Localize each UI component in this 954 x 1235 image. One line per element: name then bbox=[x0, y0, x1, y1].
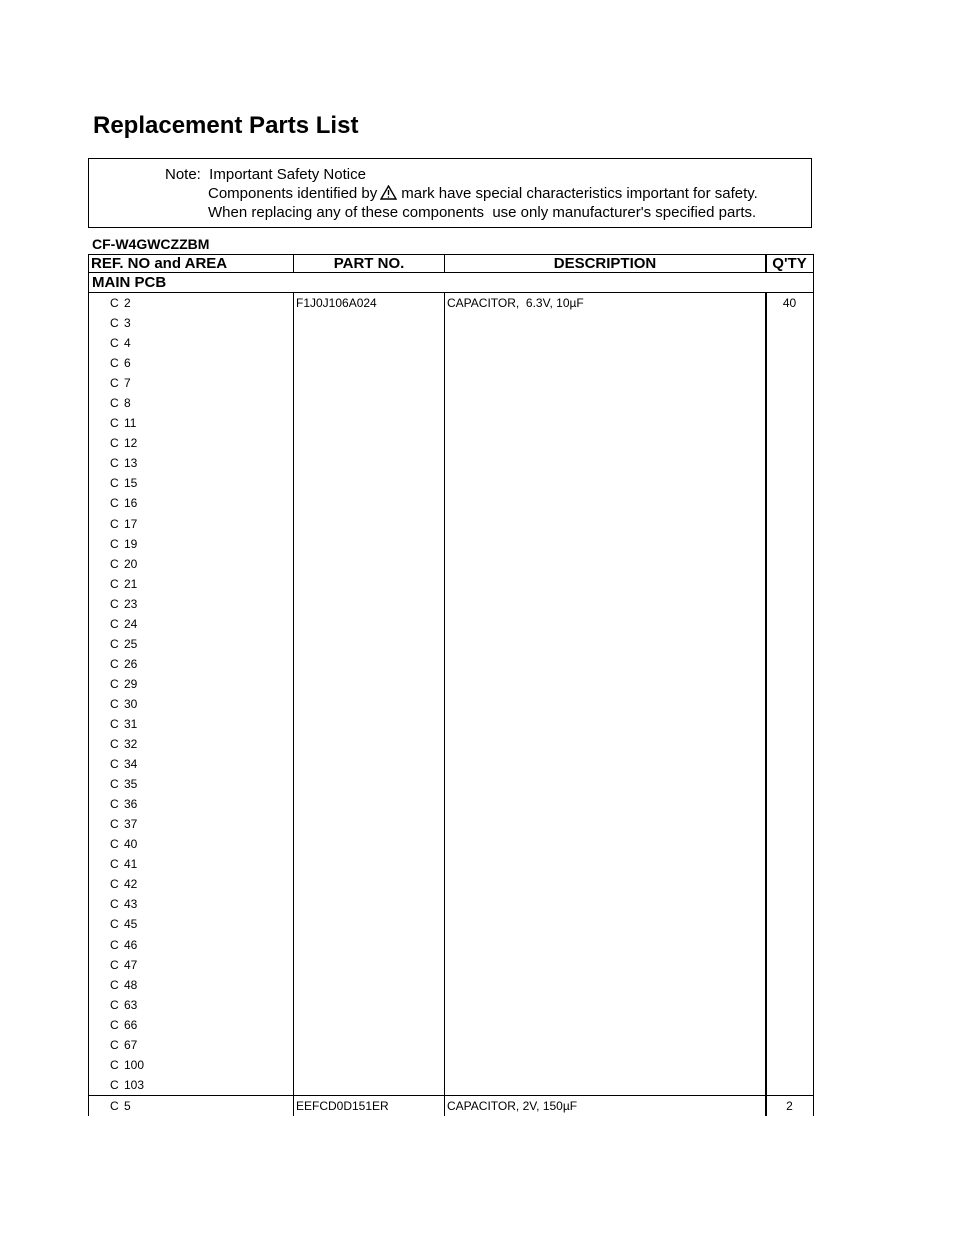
table-row bbox=[89, 714, 813, 734]
ref-number bbox=[110, 594, 290, 614]
ref-prefix: C bbox=[110, 536, 119, 551]
ref-number bbox=[110, 995, 290, 1015]
ref-number bbox=[110, 955, 290, 975]
table-row bbox=[89, 614, 813, 634]
table-row bbox=[89, 654, 813, 674]
table-row bbox=[89, 514, 813, 534]
ref-number bbox=[110, 754, 290, 774]
ref-value: 31 bbox=[124, 716, 138, 731]
table-row bbox=[89, 413, 813, 433]
ref-number bbox=[110, 774, 290, 794]
ref-prefix: C bbox=[110, 436, 119, 451]
table-row bbox=[89, 975, 813, 995]
ref-prefix: C bbox=[110, 957, 119, 972]
ref-value: 36 bbox=[124, 797, 138, 812]
table-row bbox=[89, 854, 813, 874]
ref-prefix: C bbox=[110, 897, 119, 912]
ref-prefix: C bbox=[110, 496, 119, 511]
ref-number bbox=[110, 373, 290, 393]
part-description: CAPACITOR, 2V, 150µF bbox=[447, 1098, 578, 1113]
ref-number bbox=[110, 554, 290, 574]
ref-number bbox=[110, 674, 290, 694]
ref-value: 30 bbox=[124, 696, 138, 711]
ref-value: 11 bbox=[124, 416, 137, 431]
ref-value: 13 bbox=[124, 456, 138, 471]
table-row bbox=[89, 1055, 813, 1075]
parts-groups bbox=[88, 293, 814, 1116]
ref-prefix: C bbox=[110, 716, 119, 731]
table-row bbox=[89, 834, 813, 854]
section-row bbox=[88, 273, 814, 293]
ref-value: 43 bbox=[124, 897, 138, 912]
ref-value: 67 bbox=[124, 1037, 138, 1052]
ref-value: 42 bbox=[124, 877, 138, 892]
ref-prefix: C bbox=[110, 1037, 119, 1052]
table-row bbox=[89, 935, 813, 955]
ref-value: 46 bbox=[124, 937, 138, 952]
table-row bbox=[89, 534, 813, 554]
ref-value: 40 bbox=[124, 837, 138, 852]
ref-number bbox=[110, 473, 290, 493]
ref-value: 6 bbox=[124, 356, 131, 371]
table-row bbox=[89, 1035, 813, 1055]
ref-number bbox=[110, 413, 290, 433]
ref-number bbox=[110, 574, 290, 594]
ref-number bbox=[110, 1096, 290, 1116]
table-row bbox=[89, 433, 813, 453]
ref-number bbox=[110, 1075, 290, 1095]
table-row bbox=[89, 914, 813, 934]
ref-number bbox=[110, 935, 290, 955]
table-row bbox=[89, 774, 813, 794]
ref-prefix: C bbox=[110, 757, 119, 772]
ref-prefix: C bbox=[110, 516, 119, 531]
ref-prefix: C bbox=[110, 296, 119, 310]
ref-value: 45 bbox=[124, 917, 138, 932]
page-title: Replacement Parts List bbox=[93, 112, 359, 139]
part-quantity: 40 bbox=[782, 296, 797, 310]
part-group bbox=[88, 1096, 814, 1116]
ref-value: 20 bbox=[124, 556, 138, 571]
ref-prefix: C bbox=[110, 396, 119, 411]
col-header-desc: DESCRIPTION bbox=[553, 255, 657, 272]
ref-prefix: C bbox=[110, 656, 119, 671]
ref-value: 8 bbox=[124, 396, 131, 411]
model-number: CF-W4GWCZZBM bbox=[92, 236, 210, 252]
warning-triangle-icon bbox=[380, 185, 397, 200]
ref-prefix: C bbox=[110, 997, 119, 1012]
table-row bbox=[89, 473, 813, 493]
ref-number bbox=[110, 734, 290, 754]
ref-prefix: C bbox=[110, 977, 119, 992]
ref-prefix: C bbox=[110, 616, 119, 631]
ref-value: 26 bbox=[124, 656, 138, 671]
notice-line-2-end: mark have special characteristics important for safety. bbox=[401, 185, 758, 202]
ref-number bbox=[110, 874, 290, 894]
ref-number bbox=[110, 433, 290, 453]
ref-prefix: C bbox=[110, 376, 119, 391]
ref-number bbox=[110, 1035, 290, 1055]
table-row bbox=[89, 874, 813, 894]
ref-value: 29 bbox=[124, 676, 138, 691]
ref-number bbox=[110, 975, 290, 995]
table-row bbox=[89, 634, 813, 654]
part-number: EEFCD0D151ER bbox=[296, 1098, 389, 1113]
table-row bbox=[89, 333, 813, 353]
table-row bbox=[89, 694, 813, 714]
ref-prefix: C bbox=[110, 1057, 119, 1072]
ref-value: 23 bbox=[124, 596, 138, 611]
ref-value: 3 bbox=[124, 316, 131, 331]
ref-number bbox=[110, 634, 290, 654]
notice-heading: Note: Important Safety Notice bbox=[165, 166, 366, 183]
table-row bbox=[89, 814, 813, 834]
ref-value: 2 bbox=[124, 296, 131, 310]
ref-value: 48 bbox=[124, 977, 138, 992]
ref-number bbox=[110, 894, 290, 914]
part-quantity: 2 bbox=[786, 1098, 793, 1113]
table-row bbox=[89, 574, 813, 594]
safety-notice-box bbox=[88, 158, 812, 228]
section-label: MAIN PCB bbox=[92, 274, 167, 291]
ref-prefix: C bbox=[110, 877, 119, 892]
ref-prefix: C bbox=[110, 937, 119, 952]
ref-prefix: C bbox=[110, 696, 119, 711]
table-row bbox=[89, 734, 813, 754]
ref-number bbox=[110, 493, 290, 513]
ref-value: 34 bbox=[124, 757, 138, 772]
table-row bbox=[89, 794, 813, 814]
table-row bbox=[89, 554, 813, 574]
table-row bbox=[89, 493, 813, 513]
table-row bbox=[89, 754, 813, 774]
ref-value: 47 bbox=[124, 957, 138, 972]
table-row bbox=[89, 453, 813, 473]
ref-value: 19 bbox=[124, 536, 138, 551]
ref-value: 24 bbox=[124, 616, 138, 631]
ref-value: 32 bbox=[124, 737, 138, 752]
ref-prefix: C bbox=[110, 576, 119, 591]
ref-prefix: C bbox=[110, 817, 119, 832]
ref-number bbox=[110, 453, 290, 473]
ref-number bbox=[110, 814, 290, 834]
col-header-qty: Q'TY bbox=[772, 255, 807, 272]
ref-prefix: C bbox=[110, 737, 119, 752]
ref-prefix: C bbox=[110, 777, 119, 792]
ref-value: 17 bbox=[124, 516, 138, 531]
col-header-part: PART NO. bbox=[333, 255, 405, 272]
ref-number bbox=[110, 1055, 290, 1075]
notice-line-3: When replacing any of these components use only manufacturer's specified parts. bbox=[208, 204, 757, 221]
ref-number bbox=[110, 854, 290, 874]
ref-prefix: C bbox=[110, 1077, 119, 1092]
ref-value: 41 bbox=[124, 857, 138, 872]
ref-number bbox=[110, 614, 290, 634]
table-row bbox=[89, 373, 813, 393]
ref-value: 16 bbox=[124, 496, 138, 511]
table-row bbox=[89, 995, 813, 1015]
ref-prefix: C bbox=[110, 556, 119, 571]
table-row bbox=[89, 1015, 813, 1035]
ref-prefix: C bbox=[110, 1017, 119, 1032]
ref-prefix: C bbox=[110, 316, 119, 331]
ref-value: 25 bbox=[124, 636, 138, 651]
part-description: CAPACITOR, 6.3V, 10µF bbox=[447, 296, 584, 310]
ref-prefix: C bbox=[110, 476, 119, 491]
ref-prefix: C bbox=[110, 1098, 119, 1113]
ref-number bbox=[110, 353, 290, 373]
ref-prefix: C bbox=[110, 596, 119, 611]
ref-number bbox=[110, 694, 290, 714]
ref-value: 63 bbox=[124, 997, 138, 1012]
ref-value: 100 bbox=[124, 1057, 145, 1072]
ref-prefix: C bbox=[110, 456, 119, 471]
ref-value: 4 bbox=[124, 336, 131, 351]
ref-prefix: C bbox=[110, 416, 119, 431]
part-number: F1J0J106A024 bbox=[296, 296, 377, 310]
table-row bbox=[89, 393, 813, 413]
table-row bbox=[89, 955, 813, 975]
ref-value: 12 bbox=[124, 436, 138, 451]
ref-value: 7 bbox=[124, 376, 131, 391]
ref-number bbox=[110, 333, 290, 353]
ref-prefix: C bbox=[110, 676, 119, 691]
ref-number bbox=[110, 514, 290, 534]
ref-value: 35 bbox=[124, 777, 138, 792]
ref-number bbox=[110, 834, 290, 854]
notice-line-2 bbox=[208, 184, 758, 203]
ref-number bbox=[110, 393, 290, 413]
ref-prefix: C bbox=[110, 336, 119, 351]
notice-line-2-start: Components identified by bbox=[208, 185, 378, 202]
ref-prefix: C bbox=[110, 356, 119, 371]
ref-number bbox=[110, 534, 290, 554]
ref-prefix: C bbox=[110, 797, 119, 812]
ref-prefix: C bbox=[110, 917, 119, 932]
ref-number bbox=[110, 914, 290, 934]
ref-number bbox=[110, 794, 290, 814]
ref-number bbox=[110, 714, 290, 734]
ref-prefix: C bbox=[110, 636, 119, 651]
ref-number bbox=[110, 654, 290, 674]
ref-value: 37 bbox=[124, 817, 138, 832]
table-row bbox=[89, 353, 813, 373]
table-row bbox=[89, 674, 813, 694]
table-row bbox=[89, 594, 813, 614]
ref-number bbox=[110, 293, 290, 313]
table-row bbox=[89, 313, 813, 333]
ref-number bbox=[110, 1015, 290, 1035]
table-row bbox=[89, 1075, 813, 1095]
ref-value: 103 bbox=[124, 1077, 145, 1092]
ref-prefix: C bbox=[110, 857, 119, 872]
ref-value: 66 bbox=[124, 1017, 138, 1032]
ref-value: 15 bbox=[124, 476, 138, 491]
parts-table bbox=[88, 254, 814, 1116]
ref-prefix: C bbox=[110, 837, 119, 852]
ref-number bbox=[110, 313, 290, 333]
col-header-ref: REF. NO and AREA bbox=[91, 255, 228, 272]
table-header bbox=[88, 254, 814, 273]
part-group bbox=[88, 293, 814, 1096]
ref-value: 5 bbox=[124, 1098, 131, 1113]
ref-value: 21 bbox=[124, 576, 138, 591]
table-row bbox=[89, 894, 813, 914]
